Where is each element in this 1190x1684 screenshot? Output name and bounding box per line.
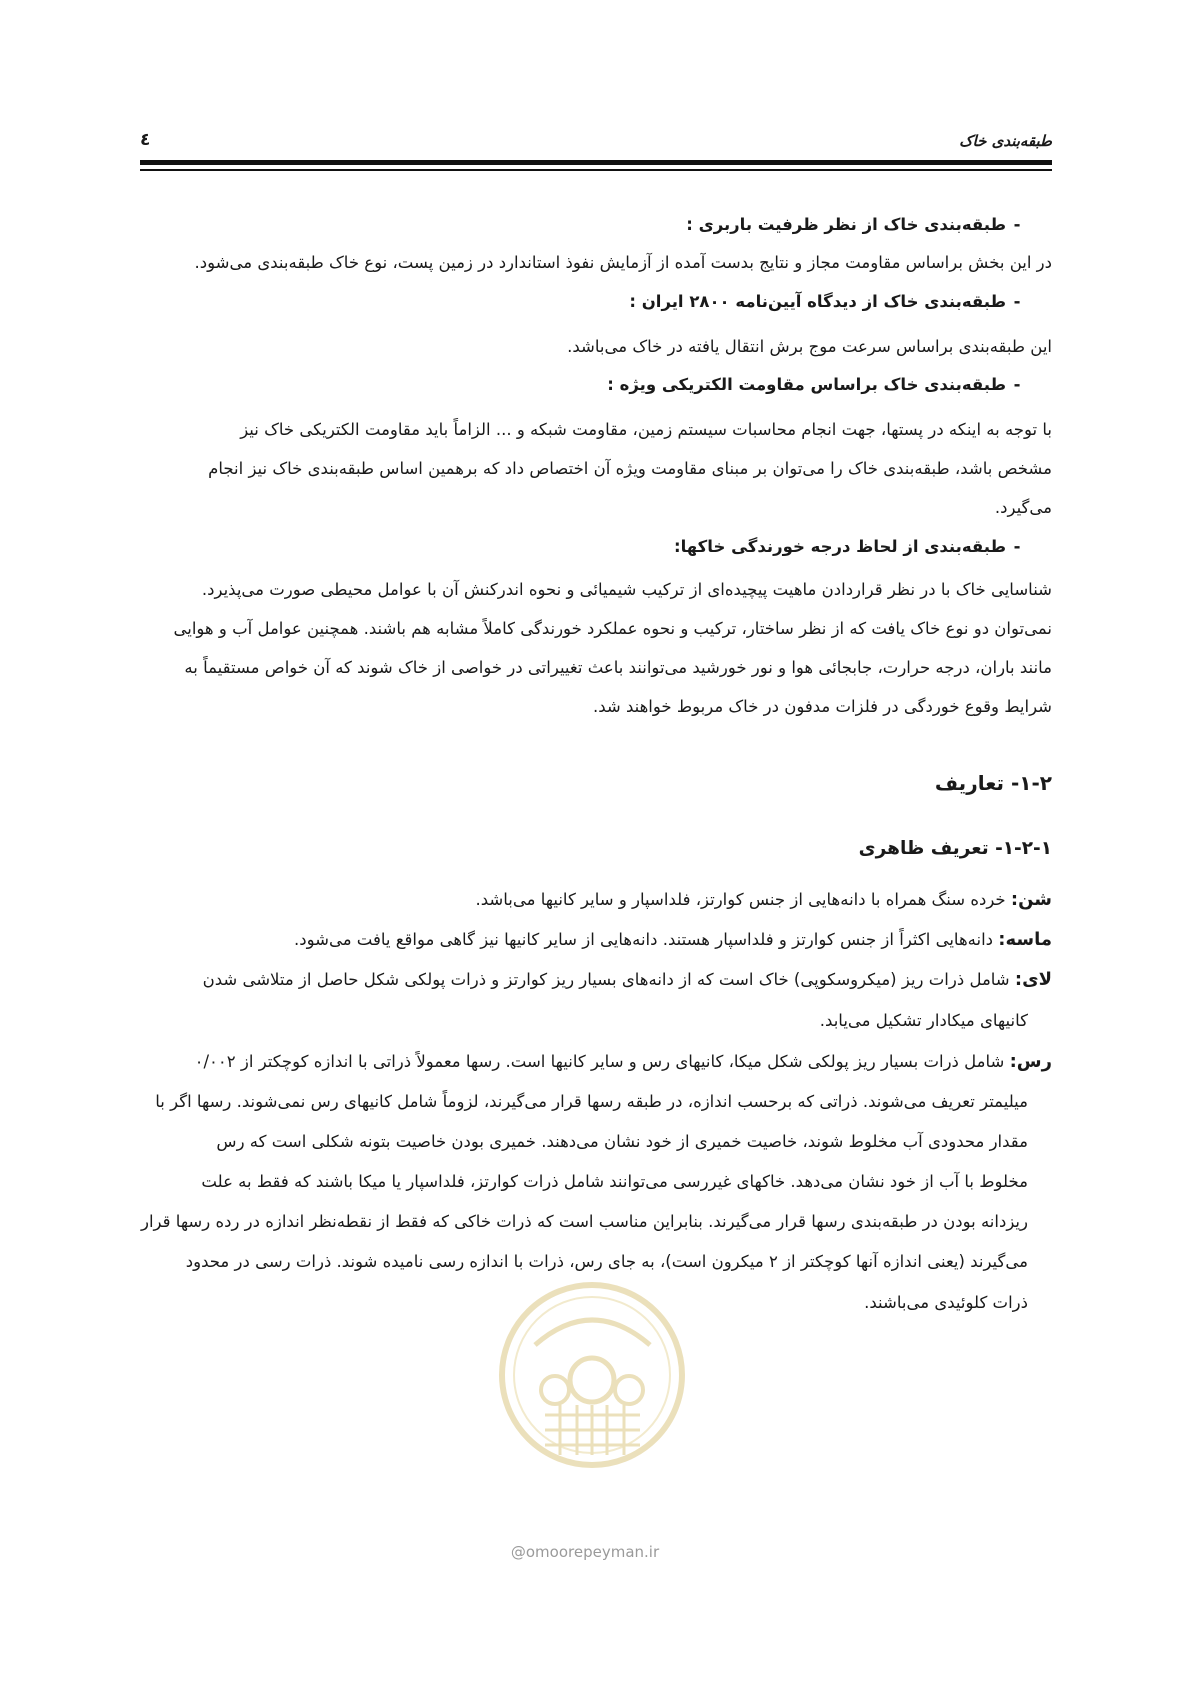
definition-sand <box>294 925 1052 955</box>
running-title: طبقه‌بندی خاک <box>959 132 1052 150</box>
definition-continuation: ذرات کلوئیدی می‌باشند. <box>864 1293 1028 1312</box>
section-heading-definitions: ۱-۲- تعاریف <box>934 771 1052 795</box>
definition-continuation: ریزدانه بودن در طبقه‌بندی رسها قرار می‌گیرند. بنابراین مناسب است که ذرات خاکی که فقط از نقطه‌نظر اندازه در رده رسها قرار <box>141 1212 1028 1231</box>
definition-term: ماسه: <box>998 929 1052 950</box>
subsection-heading-appearance: ۱-۲-۱- تعریف ظاهری <box>858 838 1052 859</box>
definition-text: دانه‌هایی اکثراً از جنس کوارتز و فلداسپار هستند. دانه‌هایی از سایر کانیها نیز گاهی مواقع یافت می‌شود. <box>294 930 994 949</box>
paragraph-line: نمی‌توان دو نوع خاک یافت که از نظر ساختار، ترکیب و نحوه عملکرد خورندگی کاملاً مشابه هم باشند. همچنین عوامل آب و هوایی <box>173 619 1052 638</box>
section-heading-code2800: -طبقه‌بندی خاک از دیدگاه آیین‌نامه ۲۸۰۰ ایران : <box>629 287 1028 317</box>
bullet-dash: - <box>1013 375 1021 394</box>
paragraph-line: مشخص باشد، طبقه‌بندی خاک را می‌توان بر مبنای مقاومت ویژه آن اختصاص داد که برهمین اساس طبقه‌بندی خاک نیز انجام <box>208 459 1052 478</box>
paragraph-line: مانند باران، درجه حرارت، جابجائی هوا و نور خورشید می‌توانند باعث تغییراتی در خواصی از خاک شوند که آن خواص مستقیماً به <box>184 658 1052 677</box>
bullet-dash: - <box>1013 292 1021 311</box>
watermark-seal-icon <box>495 1275 690 1480</box>
definition-continuation: می‌گیرند (یعنی اندازه آنها کوچکتر از ۲ میکرون است)، به جای رس، ذرات با اندازه رسی نامیده شوند. ذرات رسی در محدود <box>185 1252 1028 1271</box>
definition-continuation: مقدار محدودی آب مخلوط شوند، خاصیت خمیری از خود نشان می‌دهند. خمیری بودن خاصیت بتونه شکلی است که رس <box>216 1132 1028 1151</box>
definition-term: شن: <box>1010 889 1052 910</box>
paragraph-line: در این بخش براساس مقاومت مجاز و نتایج بدست آمده از آزمایش نفوذ استاندارد در زمین پست، نوع خاک طبقه‌بندی می‌شود. <box>194 253 1052 272</box>
definition-text: شامل ذرات بسیار ریز پولکی شکل میکا، کانیهای رس و سایر کانیها است. رسها معمولاً ذراتی با اندازه کوچکتر از ۰/۰۰۲ <box>194 1052 1005 1071</box>
bullet-dash: - <box>1013 215 1021 234</box>
header-rule-thin <box>140 169 1052 171</box>
definition-continuation: میلیمتر تعریف می‌شوند. ذراتی که برحسب اندازه، در طبقه رسها قرار می‌گیرند، لزوماً شامل کانیهای رس نمی‌شوند. رسها اگر با <box>155 1092 1028 1111</box>
definition-text: خرده سنگ همراه با دانه‌هایی از جنس کوارتز، فلداسپار و سایر کانیها می‌باشد. <box>475 890 1006 909</box>
definition-term: لای: <box>1014 969 1052 990</box>
definition-clay <box>195 1047 1052 1077</box>
paragraph-line: شناسایی خاک با در نظر قراردادن ماهیت پیچیده‌ای از ترکیب شیمیائی و نحوه اندرکنش آن با عوامل محیطی صورت می‌پذیرد. <box>201 580 1052 599</box>
section-heading-bearing: -طبقه‌بندی خاک از نظر ظرفیت باربری : <box>686 210 1028 240</box>
definition-continuation: کانیهای میکادار تشکیل می‌یابد. <box>819 1011 1028 1030</box>
paragraph-line: با توجه به اینکه در پستها، جهت انجام محاسبات سیستم زمین، مقاومت شبکه و ... الزاماً باید مقاومت الکتریکی خاک نیز <box>240 420 1052 439</box>
paragraph-line: این طبقه‌بندی براساس سرعت موج برش انتقال یافته در خاک می‌باشد. <box>567 337 1052 356</box>
section-heading-corrosion: -طبقه‌بندی از لحاظ درجه خورندگی خاکها: <box>674 532 1028 562</box>
page-number: ٤ <box>140 130 151 150</box>
watermark-url: @omoorepeyman.ir <box>510 1543 660 1561</box>
definition-silt <box>203 965 1052 995</box>
bullet-dash: - <box>1013 537 1021 556</box>
paragraph-line: شرایط وقوع خوردگی در فلزات مدفون در خاک مربوط خواهند شد. <box>592 697 1052 716</box>
definition-term: رس: <box>1009 1051 1052 1072</box>
definition-gravel <box>476 885 1052 915</box>
header-rule-thick <box>140 160 1052 165</box>
paragraph-line: می‌گیرد. <box>994 498 1052 517</box>
definition-continuation: مخلوط با آب از خود نشان می‌دهد. خاکهای غیررسی می‌توانند شامل ذرات کوارتز، فلداسپار یا میکا باشند که فقط به علت <box>201 1172 1028 1191</box>
definition-text: شامل ذرات ریز (میکروسکوپی) خاک است که از دانه‌های بسیار ریز کوارتز و ذرات پولکی شکل حاصل از متلاشی شدن <box>202 970 1010 989</box>
section-heading-electrical: -طبقه‌بندی خاک براساس مقاومت الکتریکی ویژه : <box>607 370 1028 400</box>
